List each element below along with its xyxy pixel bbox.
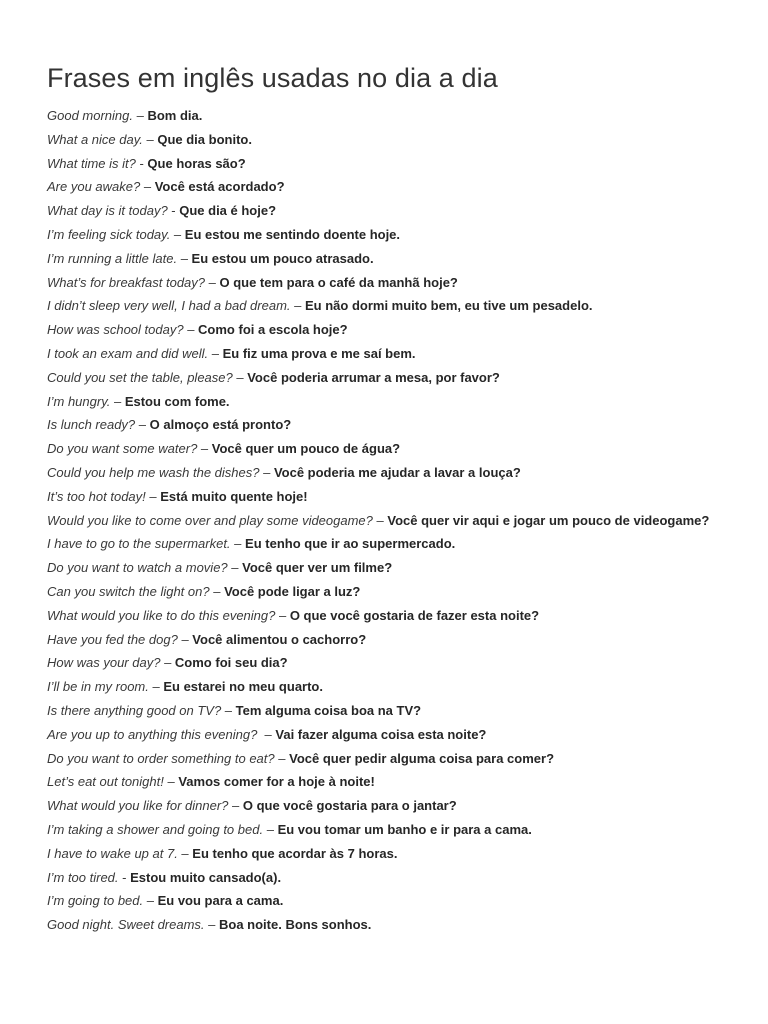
portuguese-translation: Tem alguma coisa boa na TV? <box>235 702 422 718</box>
phrase-separator: – <box>160 655 175 671</box>
phrase-row <box>47 794 747 818</box>
english-phrase: I’m feeling sick today. <box>47 226 171 242</box>
phrase-row <box>47 128 747 152</box>
phrase-separator: – <box>228 798 243 814</box>
phrase-separator: – <box>133 108 148 123</box>
phrase-row <box>47 604 747 628</box>
phrase-separator: – <box>163 774 179 790</box>
phrase-row <box>47 723 747 747</box>
phrase-row <box>47 152 747 176</box>
phrase-row <box>47 770 747 794</box>
portuguese-translation: Eu fiz uma prova e me saí bem. <box>222 345 416 361</box>
phrase-row <box>47 628 747 652</box>
english-phrase: What would you like for dinner? <box>47 798 229 814</box>
portuguese-translation: Eu tenho que ir ao supermercado. <box>245 536 456 552</box>
phrase-row <box>47 485 747 509</box>
phrase-separator: – <box>177 631 193 647</box>
english-phrase: How was school today? <box>47 322 184 338</box>
phrase-separator: – <box>145 488 161 504</box>
portuguese-translation: O que você gostaria de fazer esta noite? <box>289 607 540 623</box>
english-phrase: I’ll be in my room. <box>47 679 149 695</box>
phrase-row <box>47 318 747 342</box>
portuguese-translation: Estou muito cansado(a). <box>130 869 282 885</box>
portuguese-translation: Como foi a escola hoje? <box>198 322 348 338</box>
english-phrase: I have to go to the supermarket. <box>47 536 231 552</box>
phrase-separator: - <box>167 203 180 219</box>
phrase-separator: – <box>143 893 158 909</box>
phrase-separator: – <box>204 917 219 933</box>
phrase-separator: – <box>290 298 305 314</box>
portuguese-translation: Que dia bonito. <box>157 131 252 147</box>
phrase-separator: - <box>118 869 131 885</box>
phrase-separator: – <box>372 512 388 528</box>
portuguese-translation: Que horas são? <box>147 155 246 171</box>
phrase-separator: – <box>275 607 290 623</box>
english-phrase: I didn’t sleep very well, I had a bad dream. <box>47 298 291 314</box>
phrase-separator: – <box>170 226 185 242</box>
phrase-row <box>47 699 747 723</box>
portuguese-translation: Estou com fome. <box>124 393 230 409</box>
portuguese-translation: Eu estarei no meu quarto. <box>163 679 323 695</box>
english-phrase: What a nice day. <box>47 131 143 147</box>
portuguese-translation: Bom dia. <box>147 108 203 123</box>
portuguese-translation: Você poderia arrumar a mesa, por favor? <box>247 369 500 385</box>
portuguese-translation: Você está acordado? <box>154 179 285 195</box>
phrase-row <box>47 818 747 842</box>
phrase-row <box>47 532 747 556</box>
phrase-row <box>47 509 747 533</box>
phrase-row <box>47 294 747 318</box>
phrase-separator: – <box>209 583 225 599</box>
portuguese-translation: Você quer vir aqui e jogar um pouco de videogame? <box>387 512 710 528</box>
portuguese-translation: Você alimentou o cachorro? <box>192 631 367 647</box>
english-phrase: I’m going to bed. <box>47 893 144 909</box>
phrase-separator: – <box>227 560 243 576</box>
phrase-separator: – <box>142 131 158 147</box>
phrase-row <box>47 651 747 675</box>
portuguese-translation: Você quer pedir alguma coisa para comer? <box>289 750 555 766</box>
english-phrase: What day is it today? <box>47 203 168 219</box>
phrase-row <box>47 413 747 437</box>
phrase-row <box>47 889 747 913</box>
phrase-row <box>47 437 747 461</box>
portuguese-translation: Você pode ligar a luz? <box>224 583 361 599</box>
english-phrase: Can you switch the light on? <box>47 583 210 599</box>
phrase-row <box>47 675 747 699</box>
portuguese-translation: Como foi seu dia? <box>174 655 288 671</box>
document-page <box>47 58 747 937</box>
phrase-row <box>47 104 747 128</box>
phrase-separator: – <box>110 393 125 409</box>
portuguese-translation: Eu vou tomar um banho e ir para a cama. <box>277 821 532 837</box>
english-phrase: What time is it? <box>47 155 136 171</box>
phrase-separator: - <box>135 155 148 171</box>
phrase-row <box>47 271 747 295</box>
portuguese-translation: Você poderia me ajudar a lavar a louça? <box>273 464 521 480</box>
english-phrase: I have to wake up at 7. <box>47 845 178 861</box>
portuguese-translation: O que você gostaria para o jantar? <box>242 798 457 814</box>
english-phrase: How was your day? <box>47 655 161 671</box>
english-phrase: Is lunch ready? <box>47 417 136 433</box>
portuguese-translation: Vai fazer alguma coisa esta noite? <box>275 726 487 742</box>
portuguese-translation: O almoço está pronto? <box>149 417 292 433</box>
phrase-row <box>47 866 747 890</box>
english-phrase: Are you up to anything this evening? <box>47 726 258 742</box>
phrase-list <box>47 104 747 937</box>
portuguese-translation: Eu vou para a cama. <box>157 893 284 909</box>
phrase-separator: – <box>257 726 276 742</box>
portuguese-translation: O que tem para o café da manhã hoje? <box>219 274 458 290</box>
portuguese-translation: Eu estou um pouco atrasado. <box>191 250 374 266</box>
phrase-separator: – <box>263 821 278 837</box>
english-phrase: Have you fed the dog? <box>47 631 178 647</box>
phrase-row <box>47 390 747 414</box>
english-phrase: I’m too tired. <box>47 869 119 885</box>
english-phrase: Let’s eat out tonight! <box>47 774 164 790</box>
phrase-separator: – <box>135 417 150 433</box>
phrase-separator: – <box>140 179 155 195</box>
phrase-row <box>47 556 747 580</box>
phrase-row <box>47 175 747 199</box>
phrase-separator: – <box>197 441 212 457</box>
portuguese-translation: Você quer ver um filme? <box>242 560 393 576</box>
phrase-separator: – <box>208 345 223 361</box>
english-phrase: Do you want to watch a movie? <box>47 560 228 576</box>
english-phrase: Do you want to order something to eat? <box>47 750 275 766</box>
english-phrase: Would you like to come over and play some videogame? <box>47 512 373 528</box>
phrase-separator: – <box>177 250 192 266</box>
english-phrase: I’m taking a shower and going to bed. <box>47 821 264 837</box>
english-phrase: I’m running a little late. <box>47 250 178 266</box>
portuguese-translation: Eu estou me sentindo doente hoje. <box>184 226 401 242</box>
english-phrase: Do you want some water? <box>47 441 198 457</box>
english-phrase: It’s too hot today! <box>47 488 146 504</box>
phrase-row <box>47 461 747 485</box>
phrase-row <box>47 580 747 604</box>
english-phrase: I took an exam and did well. <box>47 345 209 361</box>
english-phrase: What’s for breakfast today? <box>47 274 206 290</box>
phrase-separator: – <box>259 464 274 480</box>
phrase-row <box>47 199 747 223</box>
phrase-row <box>47 913 747 937</box>
portuguese-translation: Boa noite. Bons sonhos. <box>219 917 372 933</box>
phrase-separator: – <box>183 322 199 338</box>
page-title: Frases em inglês usadas no dia a dia <box>47 63 498 93</box>
phrase-row <box>47 842 747 866</box>
phrase-separator: – <box>148 679 164 695</box>
phrase-separator: – <box>177 845 193 861</box>
english-phrase: Is there anything good on TV? <box>47 702 222 718</box>
portuguese-translation: Está muito quente hoje! <box>160 488 308 504</box>
phrase-row <box>47 342 747 366</box>
portuguese-translation: Eu tenho que acordar às 7 horas. <box>192 845 398 861</box>
english-phrase: Could you help me wash the dishes? <box>47 464 260 480</box>
phrase-separator: – <box>205 274 220 290</box>
english-phrase: Good night. Sweet dreams. <box>47 917 205 933</box>
phrase-row <box>47 247 747 271</box>
phrase-separator: – <box>232 369 248 385</box>
english-phrase: Could you set the table, please? <box>47 369 233 385</box>
portuguese-translation: Eu não dormi muito bem, eu tive um pesadelo. <box>305 298 593 314</box>
phrase-row <box>47 747 747 771</box>
phrase-separator: – <box>274 750 290 766</box>
english-phrase: I’m hungry. <box>47 393 111 409</box>
english-phrase: Good morning. <box>47 108 133 123</box>
english-phrase: Are you awake? <box>47 179 141 195</box>
phrase-separator: – <box>230 536 246 552</box>
english-phrase: What would you like to do this evening? <box>47 607 276 623</box>
phrase-row <box>47 366 747 390</box>
portuguese-translation: Que dia é hoje? <box>179 203 277 219</box>
phrase-row <box>47 223 747 247</box>
portuguese-translation: Vamos comer for a hoje à noite! <box>178 774 375 790</box>
phrase-separator: – <box>221 702 236 718</box>
portuguese-translation: Você quer um pouco de água? <box>211 441 401 457</box>
